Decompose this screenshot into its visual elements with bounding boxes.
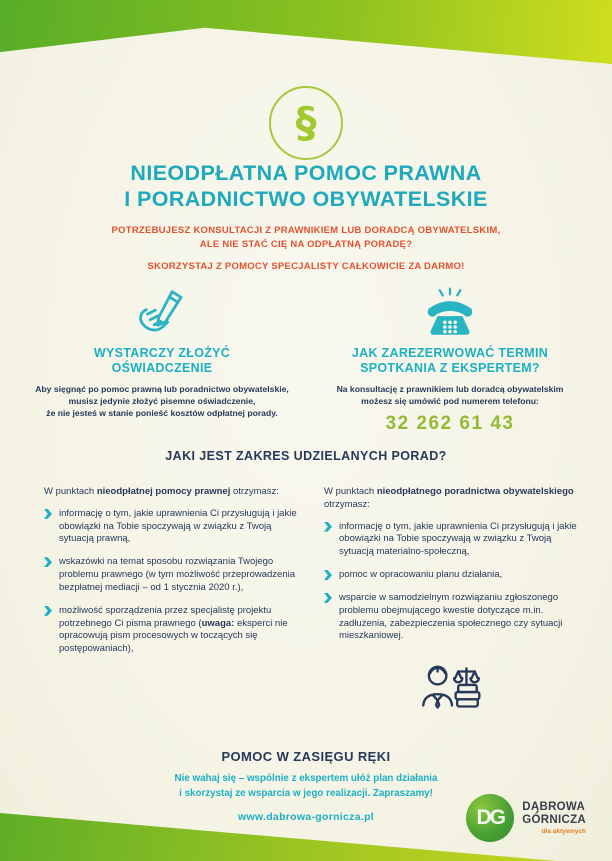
legal-aid-item3-bold: uwaga:	[201, 617, 235, 629]
chevron-right-icon	[44, 557, 52, 567]
top-angled-band	[0, 0, 612, 66]
feature-booking-heading	[306, 346, 594, 376]
civic-intro	[324, 486, 578, 512]
footer-heading: POMOC W ZASIĘGU RĘKI	[221, 749, 391, 764]
feature-statement	[18, 281, 306, 435]
legal-aid-list	[44, 508, 298, 656]
list-item	[44, 508, 298, 546]
feature-statement-body	[18, 383, 306, 420]
legal-aid-item3-prefix: możliwość sporządzenia przez specjalistę projektu potrzebnego Ci pisma prawnego (	[59, 604, 272, 629]
footer-message-line1: Nie wahaj się – wspólnie z ekspertem ułóż plan działania	[174, 773, 438, 784]
feature-statement-body-line3: że nie jesteś w stanie ponieść kosztów odpłatnej porady.	[46, 408, 278, 419]
list-item	[44, 556, 298, 594]
feature-booking-heading-line1: JAK ZAREZERWOWAĆ TERMIN	[351, 346, 549, 360]
writing-hand-icon	[18, 281, 306, 339]
civic-item1: informację o tym, jakie uprawnienia Ci przysługują i jakie obowiązki na Tobie spoczywają w związku z Twoją sytuacją materialno-społeczną,	[339, 520, 577, 558]
page-title-line2: I PORADNICTWO OBYWATELSKIE	[124, 187, 488, 212]
city-logo	[466, 794, 586, 842]
intro-line2: ALE NIE STAĆ CIĘ NA ODPŁATNĄ PORADĘ?	[199, 239, 413, 251]
city-name	[522, 801, 586, 827]
civic-list	[324, 521, 578, 644]
feature-statement-heading-line1: WYSTARCZY ZŁOŻYĆ	[93, 346, 231, 360]
scope-heading: JAKI JEST ZAKRES UDZIELANYCH PORAD?	[165, 449, 447, 463]
feature-booking-body-line1: Na konsultację z prawnikiem lub doradcą obywatelskim	[336, 383, 564, 394]
civic-item3: wsparcie w samodzielnym rozwiązaniu zgłoszonego problemu obejmującego kwestie dotyczące m.in. zadłużenia, zabezpieczenia społecznego czy sytuacji mieszkaniowej.	[339, 591, 563, 642]
list-item	[324, 521, 578, 559]
civic-intro-suffix: otrzymasz:	[324, 498, 370, 510]
intro-text	[0, 224, 612, 274]
intro-line1: POTRZEBUJESZ KONSULTACJI Z PRAWNIKIEM LUB DORADCĄ OBYWATELSKIM,	[111, 225, 501, 236]
city-name-line2: GÓRNICZA	[522, 814, 586, 826]
city-logo-text	[522, 801, 586, 835]
civic-counselling-column	[324, 486, 578, 719]
feature-booking	[306, 281, 594, 435]
legal-aid-item2: wskazówki na temat sposobu rozwiązania Twojego problemu prawnego (w tym możliwość przeprowadzenia bezpłatnej mediacji – od 1 stycznia 2020 r.),	[59, 556, 296, 593]
city-name-line1: DĄBROWA	[522, 801, 586, 814]
features-row	[18, 281, 594, 435]
feature-statement-body-line1: Aby sięgnąć po pomoc prawną lub poradnictwo obywatelskie,	[35, 383, 289, 394]
legal-aid-item1: informację o tym, jakie uprawnienia Ci przysługują i jakie obowiązki na Tobie spoczywają w związku z Twoją sytuacją prawną,	[59, 507, 297, 545]
feature-statement-heading	[18, 346, 306, 376]
paragraph-icon: §	[295, 98, 317, 147]
feature-booking-heading-line2: SPOTKANIA Z EKSPERTEM?	[360, 360, 540, 375]
scope-lists-row	[44, 486, 578, 719]
dg-logo-initials: DG	[476, 806, 505, 829]
page-title	[0, 160, 612, 213]
chevron-right-icon	[324, 593, 332, 603]
chevron-right-icon	[44, 606, 52, 616]
website-url: www.dabrowa-gornicza.pl	[237, 811, 375, 824]
feature-statement-body-line2: musisz jedynie złożyć pisemne oświadczenie,	[68, 395, 256, 406]
page-title-line1: NIEODPŁATNA POMOC PRAWNA	[130, 161, 482, 185]
footer-message-line2: i skorzystaj ze wsparcia w jego realizacji. Zapraszamy!	[179, 787, 433, 799]
legal-aid-item3	[59, 605, 298, 656]
dg-logo-icon	[466, 794, 514, 842]
chevron-right-icon	[324, 570, 332, 580]
legal-aid-item3-suffix: eksperci nie opracowują pism procesowych w toczących się postępowaniach),	[59, 617, 288, 655]
feature-booking-body	[306, 383, 594, 408]
legal-aid-column	[44, 486, 298, 719]
phone-number: 32 262 61 43	[385, 413, 515, 435]
civic-intro-prefix: W punktach	[324, 486, 377, 497]
list-item	[324, 569, 578, 582]
feature-booking-body-line2: możesz się umówić pod numerem telefonu:	[361, 395, 539, 406]
legal-aid-intro	[44, 486, 298, 499]
list-item	[324, 592, 578, 643]
legal-aid-intro-suffix: otrzymasz:	[230, 486, 279, 497]
legal-aid-intro-prefix: W punktach	[44, 486, 97, 497]
telephone-icon	[306, 281, 594, 339]
list-item	[44, 605, 298, 656]
civic-item2: pomoc w opracowaniu planu działania,	[339, 569, 503, 581]
legal-aid-intro-bold: nieodpłatnej pomocy prawnej	[96, 486, 231, 497]
civic-intro-bold: nieodpłatnego poradnictwa obywatelskiego	[376, 486, 574, 497]
lawyer-scales-icon	[324, 659, 578, 719]
chevron-right-icon	[324, 522, 332, 532]
chevron-right-icon	[44, 509, 52, 519]
feature-statement-heading-line2: OŚWIADCZENIE	[111, 360, 213, 375]
intro-line3: SKORZYSTAJ Z POMOCY SPECJALISTY CAŁKOWICIE ZA DARMO!	[147, 260, 465, 272]
paragraph-badge	[269, 86, 343, 160]
city-tagline: dla aktywnych	[541, 827, 586, 835]
